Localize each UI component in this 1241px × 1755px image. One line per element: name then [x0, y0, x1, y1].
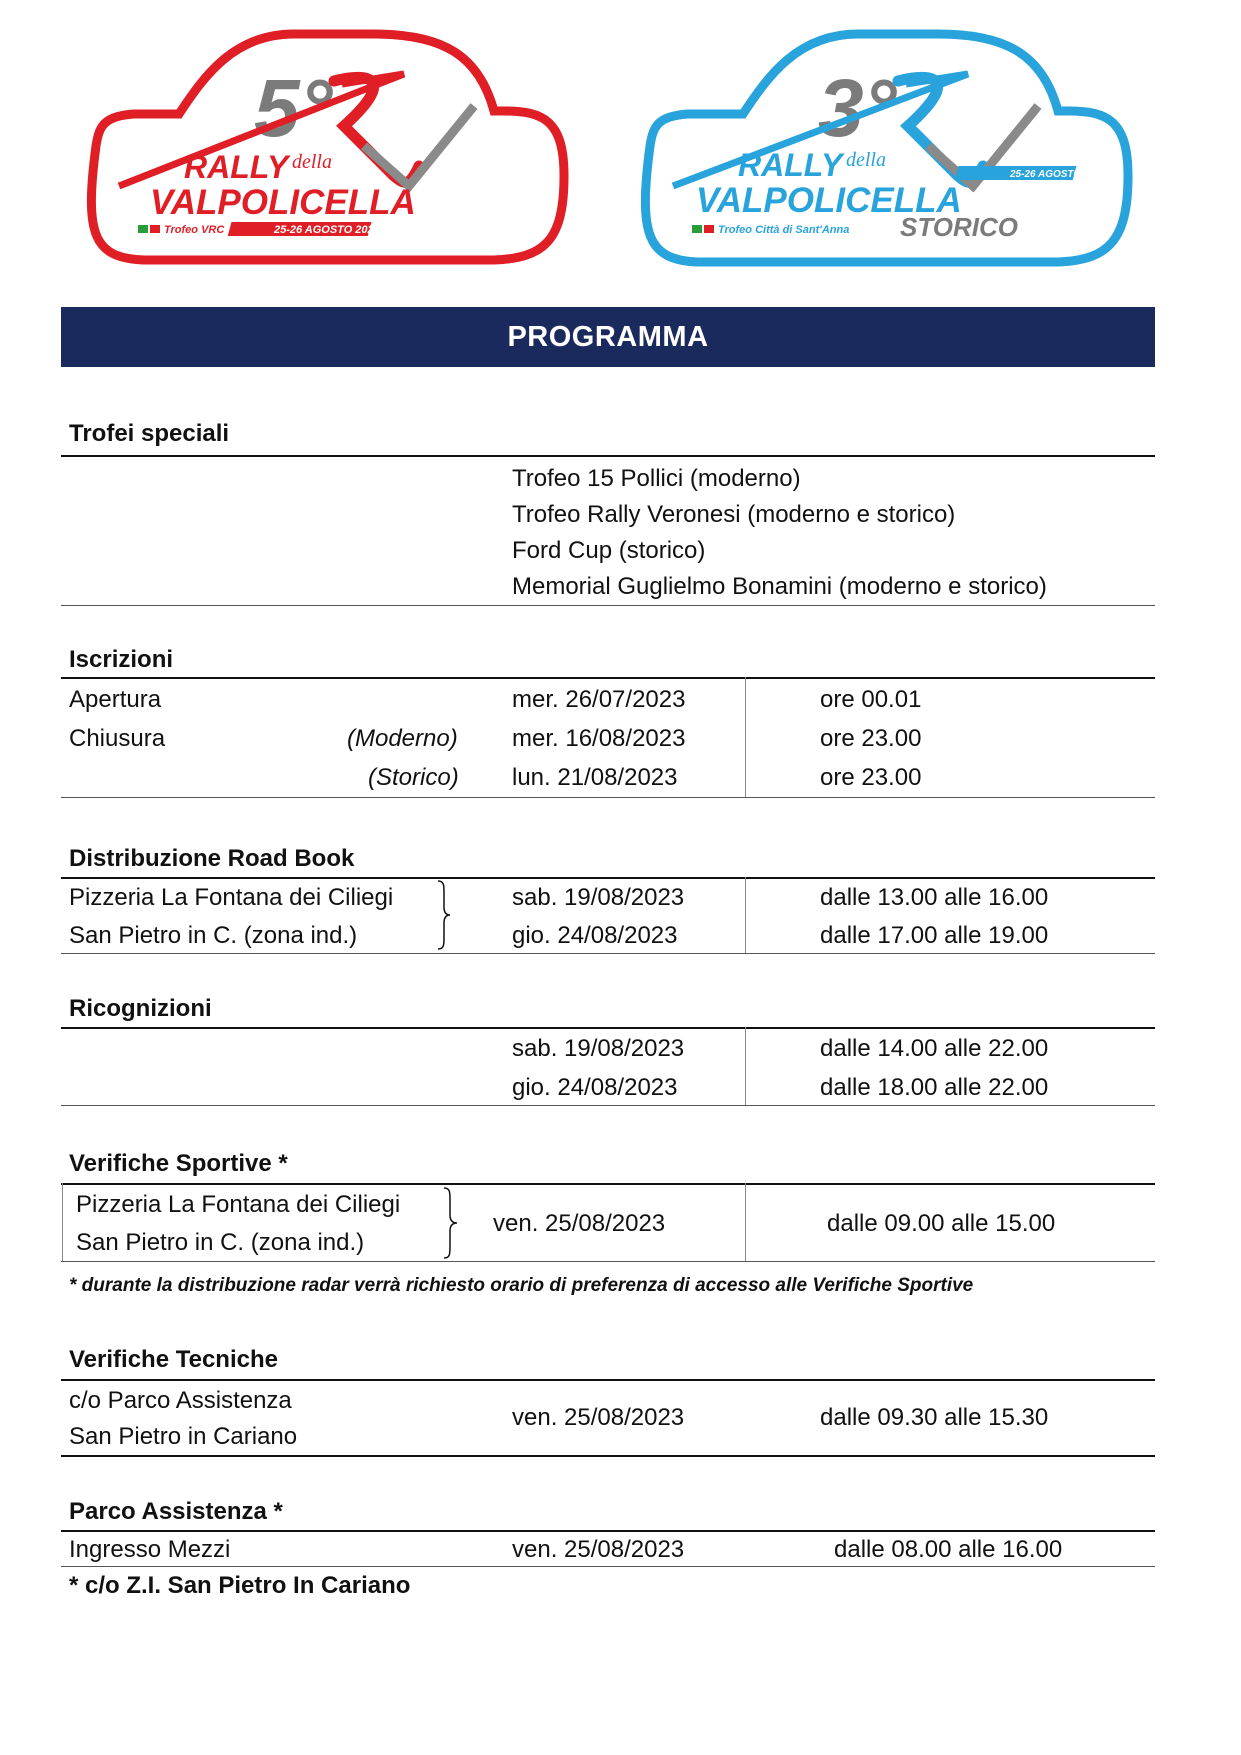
section-heading-iscrizioni: Iscrizioni — [69, 646, 174, 673]
brace-icon — [440, 1186, 462, 1260]
logo-rally-text: RALLY — [738, 147, 843, 183]
iscrizioni-qualifier: (Storico) — [368, 764, 459, 791]
ricognizioni-date: gio. 24/08/2023 — [512, 1074, 678, 1101]
section-heading-sportive: Verifiche Sportive * — [69, 1150, 288, 1177]
iscrizioni-date: mer. 16/08/2023 — [512, 725, 686, 752]
divider — [61, 1105, 1155, 1106]
divider — [61, 953, 1155, 954]
divider — [61, 1027, 1155, 1029]
tecniche-place: c/o Parco Assistenza — [69, 1387, 292, 1414]
logo-della-text: della — [292, 151, 332, 173]
tecniche-time: dalle 09.30 alle 15.30 — [820, 1404, 1049, 1431]
divider — [61, 1530, 1155, 1532]
ricognizioni-time: dalle 14.00 alle 22.00 — [820, 1035, 1049, 1062]
divider — [61, 1379, 1155, 1381]
parco-time: dalle 08.00 alle 16.00 — [834, 1536, 1063, 1563]
trofeo-item: Trofeo 15 Pollici (moderno) — [512, 465, 801, 492]
sportive-place: San Pietro in C. (zona ind.) — [76, 1229, 365, 1256]
divider — [61, 1261, 1155, 1262]
parco-date: ven. 25/08/2023 — [512, 1536, 685, 1563]
sportive-place: Pizzeria La Fontana dei Ciliegi — [76, 1191, 401, 1218]
logo-trofeo-text: Trofeo Città di Sant'Anna — [718, 224, 850, 236]
roadbook-date: sab. 19/08/2023 — [512, 884, 685, 911]
column-separator — [745, 877, 746, 953]
divider — [61, 1455, 1155, 1457]
tecniche-date: ven. 25/08/2023 — [512, 1404, 685, 1431]
iscrizioni-time: ore 00.01 — [820, 686, 922, 713]
parco-label: Ingresso Mezzi — [69, 1536, 231, 1563]
tecniche-place: San Pietro in Cariano — [69, 1423, 298, 1450]
column-separator — [62, 1183, 63, 1261]
logo-dates-text: 25-26 AGOSTO 2023 — [274, 224, 380, 236]
section-heading-parco: Parco Assistenza * — [69, 1498, 283, 1525]
divider — [61, 605, 1155, 606]
logo-della-text: della — [846, 149, 886, 171]
parco-footnote: * c/o Z.I. San Pietro In Cariano — [69, 1572, 411, 1599]
logo-number: 3° — [818, 63, 897, 154]
logo-name-text: VALPOLICELLA — [696, 181, 962, 220]
logo-trofeo-text: Trofeo VRC — [164, 224, 225, 236]
logo-rally-valpolicella-storico — [628, 26, 1148, 271]
section-heading-trofei: Trofei speciali — [69, 420, 230, 447]
roadbook-time: dalle 17.00 alle 19.00 — [820, 922, 1049, 949]
logo-number: 5° — [254, 63, 333, 154]
iscrizioni-label: Chiusura — [69, 725, 166, 752]
roadbook-date: gio. 24/08/2023 — [512, 922, 678, 949]
brace-icon — [434, 879, 454, 951]
trofeo-item: Ford Cup (storico) — [512, 537, 706, 564]
divider — [61, 797, 1155, 798]
iscrizioni-qualifier: (Moderno) — [347, 725, 458, 752]
divider — [61, 877, 1155, 879]
logo-name-text: VALPOLICELLA — [150, 183, 416, 222]
roadbook-place: Pizzeria La Fontana dei Ciliegi — [69, 884, 394, 911]
ricognizioni-date: sab. 19/08/2023 — [512, 1035, 685, 1062]
logo-rally-valpolicella — [74, 26, 584, 271]
roadbook-time: dalle 13.00 alle 16.00 — [820, 884, 1049, 911]
divider — [61, 1183, 1155, 1185]
column-separator — [745, 1027, 746, 1105]
iscrizioni-label: Apertura — [69, 686, 162, 713]
divider — [61, 455, 1155, 457]
logo-storico-text: STORICO — [900, 212, 1018, 242]
sportive-date: ven. 25/08/2023 — [493, 1210, 666, 1237]
page-title: PROGRAMMA — [507, 320, 709, 353]
sportive-note: * durante la distribuzione radar verrà richiesto orario di preferenza di accesso alle Verifiche Sportive — [69, 1275, 974, 1296]
iscrizioni-time: ore 23.00 — [820, 725, 922, 752]
trofeo-item: Trofeo Rally Veronesi (moderno e storico) — [512, 501, 956, 528]
divider — [61, 677, 1155, 679]
ricognizioni-time: dalle 18.00 alle 22.00 — [820, 1074, 1049, 1101]
logo-rally-text: RALLY — [184, 149, 289, 185]
column-separator — [745, 1183, 746, 1261]
logo-dates-text: 25-26 AGOSTO 2023 — [1010, 169, 1107, 180]
page-title-banner — [61, 307, 1155, 367]
divider — [61, 1566, 1155, 1567]
section-heading-roadbook: Distribuzione Road Book — [69, 845, 355, 872]
roadbook-place: San Pietro in C. (zona ind.) — [69, 922, 358, 949]
section-heading-ricognizioni: Ricognizioni — [69, 995, 212, 1022]
column-separator — [745, 677, 746, 797]
trofeo-item: Memorial Guglielmo Bonamini (moderno e storico) — [512, 573, 1047, 600]
iscrizioni-date: mer. 26/07/2023 — [512, 686, 686, 713]
iscrizioni-time: ore 23.00 — [820, 764, 922, 791]
sportive-time: dalle 09.00 alle 15.00 — [827, 1210, 1056, 1237]
section-heading-tecniche: Verifiche Tecniche — [69, 1346, 278, 1373]
iscrizioni-date: lun. 21/08/2023 — [512, 764, 678, 791]
